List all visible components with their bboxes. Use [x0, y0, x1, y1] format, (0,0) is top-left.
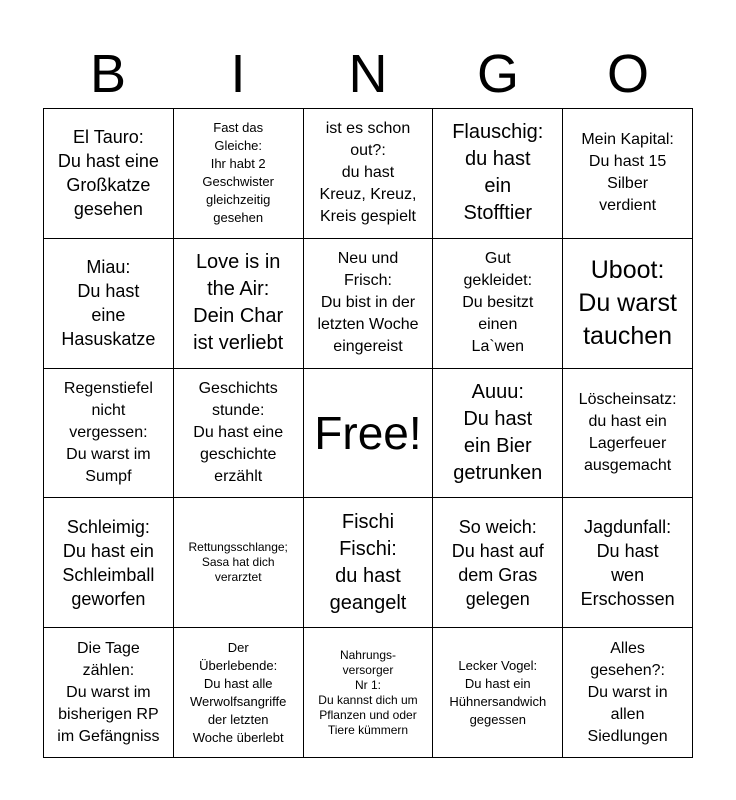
- header-letter-o: O: [606, 44, 649, 104]
- bingo-cell-5-5[interactable]: Alles gesehen?: Du warst in allen Siedlungen: [563, 628, 693, 758]
- bingo-cell-1-2[interactable]: Fast das Gleiche: Ihr habt 2 Geschwister gleichzeitig gesehen: [174, 109, 304, 239]
- bingo-cell-1-3[interactable]: ist es schon out?: du hast Kreuz, Kreuz, Kreis gespielt: [304, 109, 434, 239]
- bingo-cell-5-3[interactable]: Nahrungs- versorger Nr 1: Du kannst dich um Pflanzen und oder Tiere kümmern: [304, 628, 434, 758]
- bingo-cell-3-2[interactable]: Geschichts stunde: Du hast eine geschichte erzählt: [174, 369, 304, 499]
- bingo-cell-4-1[interactable]: Schleimig: Du hast ein Schleimball geworfen: [44, 498, 174, 628]
- bingo-cell-1-1[interactable]: El Tauro: Du hast eine Großkatze gesehen: [44, 109, 174, 239]
- bingo-cell-1-5[interactable]: Mein Kapital: Du hast 15 Silber verdient: [563, 109, 693, 239]
- header-letter-n: N: [348, 44, 388, 104]
- bingo-cell-2-4[interactable]: Gut gekleidet: Du besitzt einen La`wen: [433, 239, 563, 369]
- bingo-cell-2-1[interactable]: Miau: Du hast eine Hasuskatze: [44, 239, 174, 369]
- bingo-cell-5-1[interactable]: Die Tage zählen: Du warst im bisherigen RP im Gefängniss: [44, 628, 174, 758]
- header-letter-b: B: [89, 44, 127, 104]
- bingo-cell-4-5[interactable]: Jagdunfall: Du hast wen Erschossen: [563, 498, 693, 628]
- header-letter-i: I: [230, 44, 246, 104]
- bingo-header: [43, 40, 693, 108]
- bingo-cell-2-3[interactable]: Neu und Frisch: Du bist in der letzten Woche eingereist: [304, 239, 434, 369]
- bingo-cell-1-4[interactable]: Flauschig: du hast ein Stofftier: [433, 109, 563, 239]
- bingo-cell-5-4[interactable]: Lecker Vogel: Du hast ein Hühnersandwich gegessen: [433, 628, 563, 758]
- bingo-cell-5-2[interactable]: Der Überlebende: Du hast alle Werwolfsangriffe der letzten Woche überlebt: [174, 628, 304, 758]
- header-letter-g: G: [476, 44, 519, 104]
- bingo-cell-3-5[interactable]: Löscheinsatz: du hast ein Lagerfeuer ausgemacht: [563, 369, 693, 499]
- bingo-grid: [43, 108, 693, 758]
- bingo-cell-4-2[interactable]: Rettungsschlange; Sasa hat dich verarztet: [174, 498, 304, 628]
- bingo-cell-4-3[interactable]: Fischi Fischi: du hast geangelt: [304, 498, 434, 628]
- bingo-cell-2-2[interactable]: Love is in the Air: Dein Char ist verliebt: [174, 239, 304, 369]
- bingo-cell-2-5[interactable]: Uboot: Du warst tauchen: [563, 239, 693, 369]
- bingo-cell-3-4[interactable]: Auuu: Du hast ein Bier getrunken: [433, 369, 563, 499]
- bingo-cell-3-1[interactable]: Regenstiefel nicht vergessen: Du warst im Sumpf: [44, 369, 174, 499]
- bingo-cell-4-4[interactable]: So weich: Du hast auf dem Gras gelegen: [433, 498, 563, 628]
- bingo-cell-free[interactable]: Free!: [304, 369, 434, 499]
